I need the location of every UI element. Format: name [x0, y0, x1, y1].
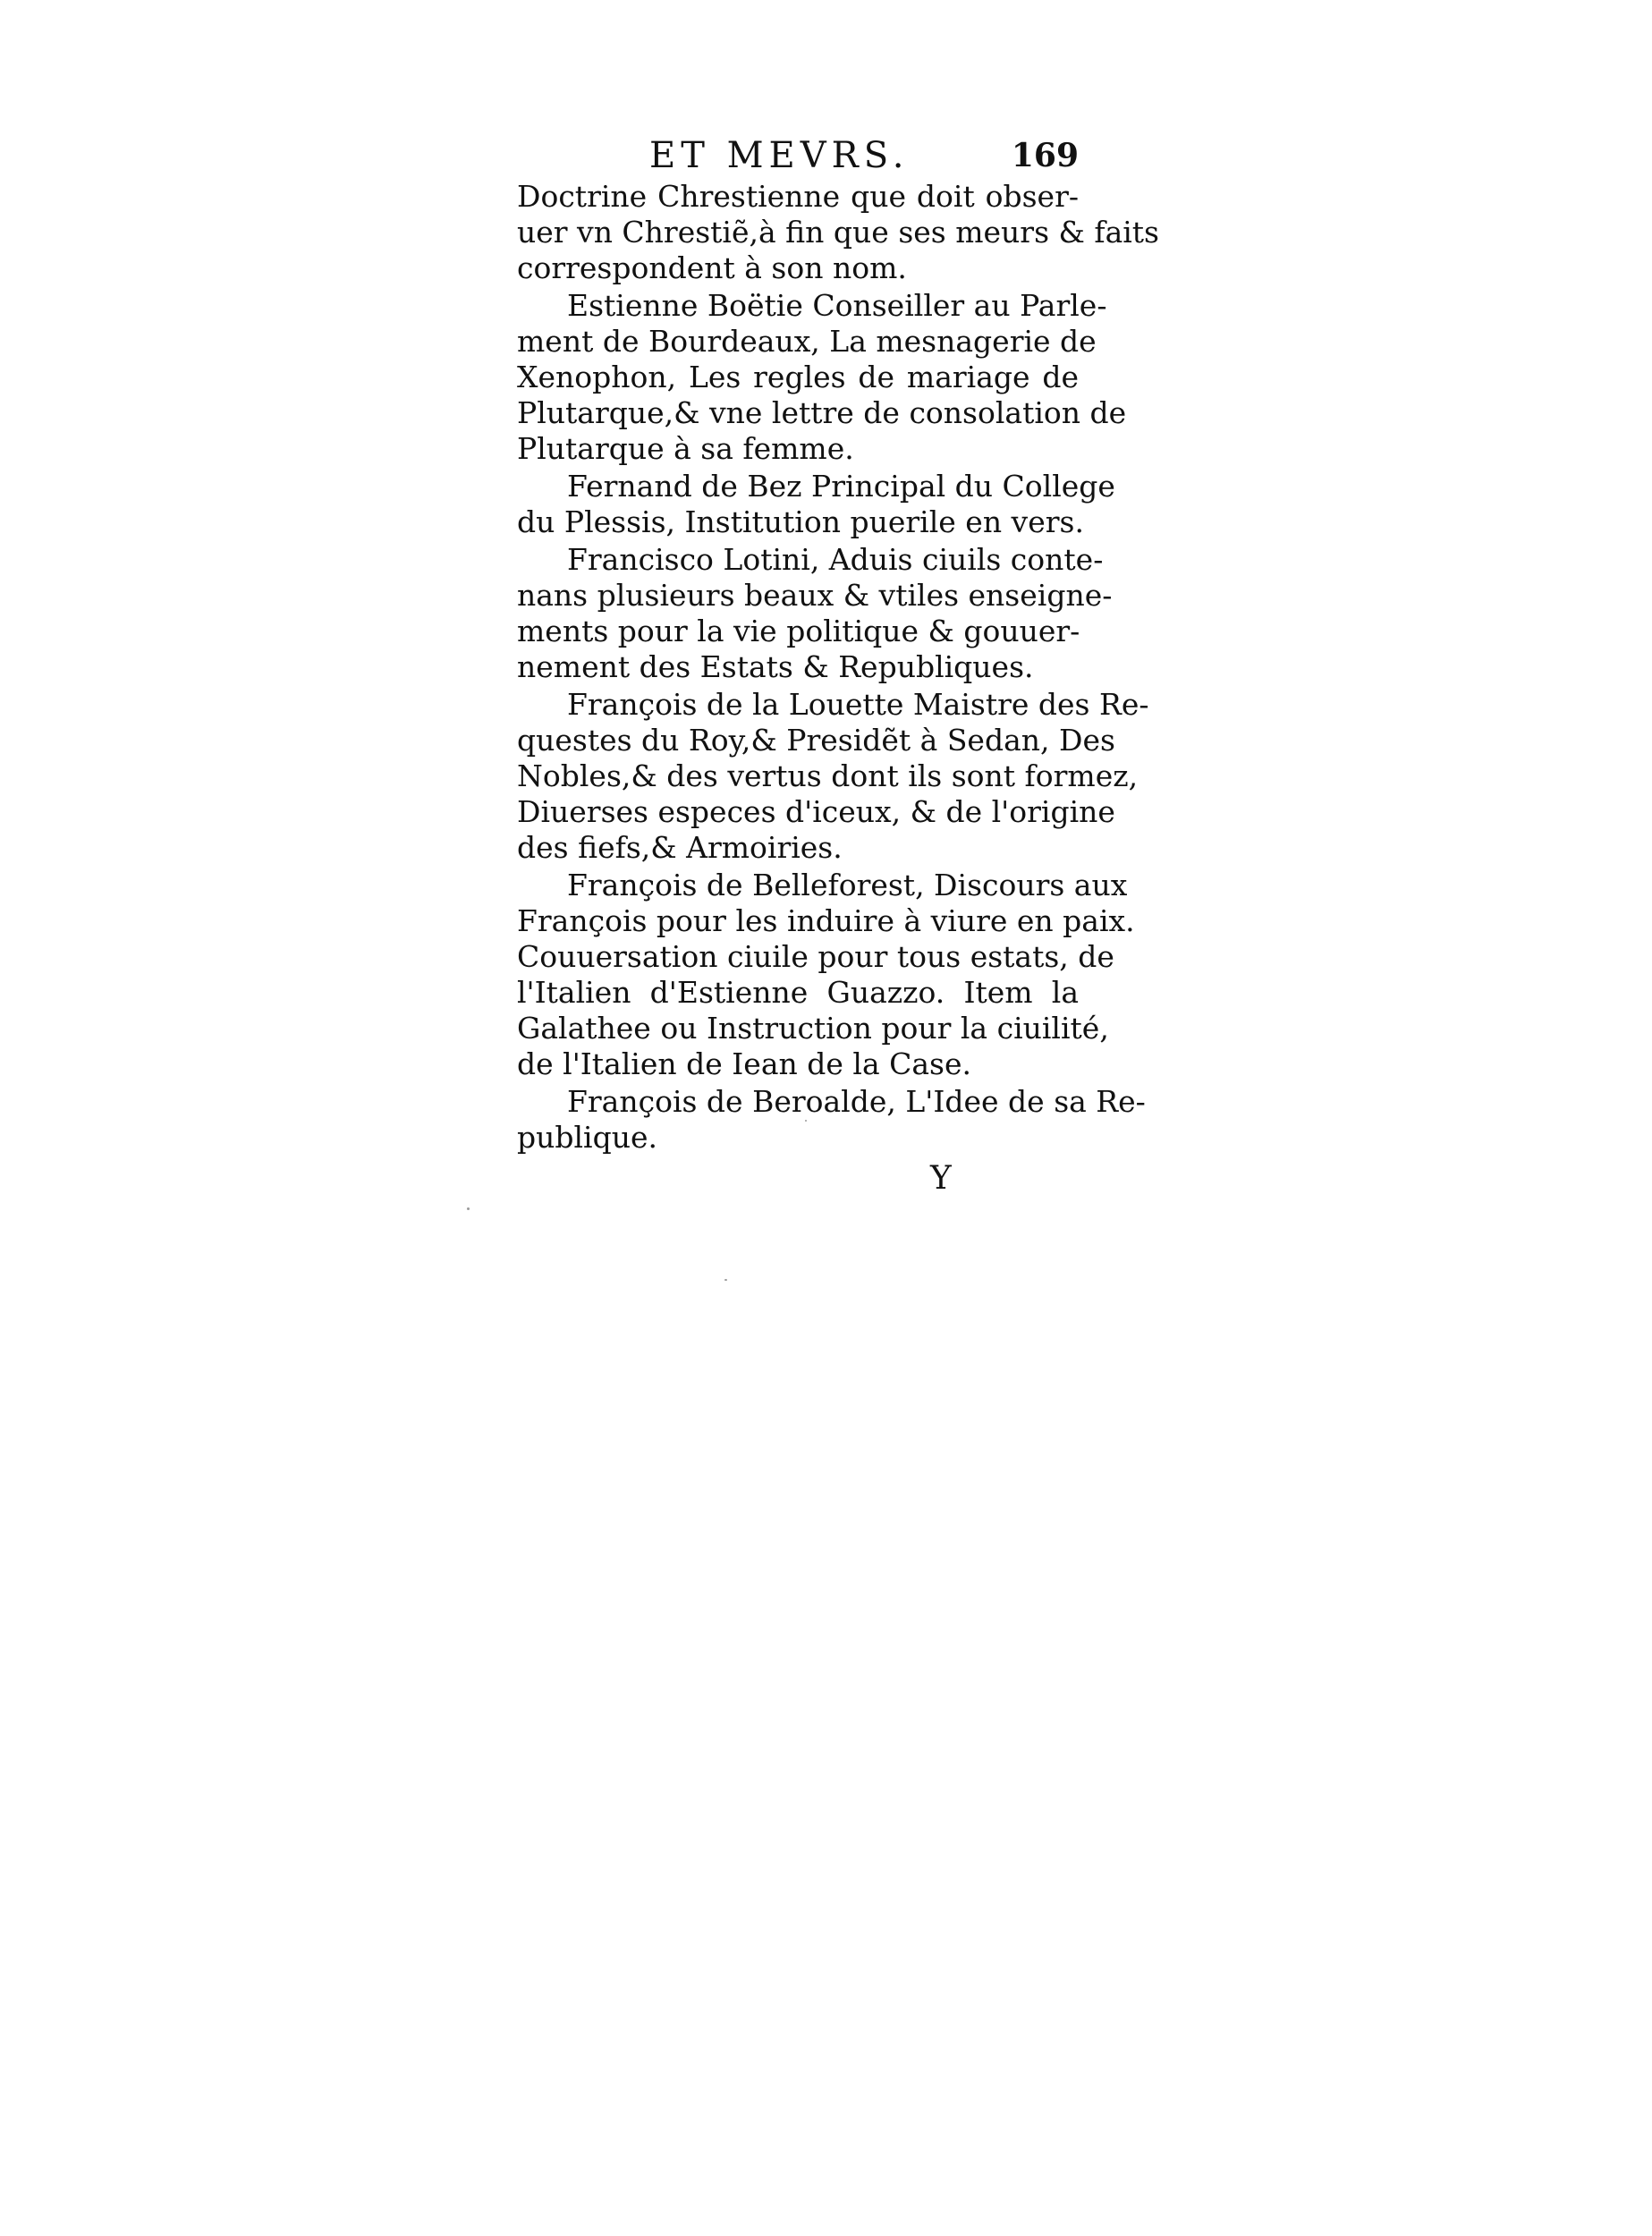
bibliography-entry [517, 868, 1135, 1082]
text-line: François pour les induire à viure en paix. [517, 903, 1135, 938]
print-speck [467, 1207, 470, 1210]
text-line: Estienne Boëtie Conseiller au Parle- [567, 288, 1107, 323]
text-line: nans plusieurs beaux & vtiles enseigne- [517, 578, 1113, 613]
text-line: ments pour la vie politique & gouuer- [517, 614, 1080, 648]
text-line: Plutarque,& vne lettre de consolation de [517, 395, 1127, 430]
bibliography-entry [517, 1084, 1146, 1156]
text-line: du Plessis, Institution puerile en vers. [517, 504, 1084, 539]
page-number: 169 [1011, 137, 1079, 174]
text-line: publique. [517, 1120, 658, 1155]
text-line: Plutarque à sa femme. [517, 431, 854, 466]
signature-mark: Y [930, 1160, 952, 1197]
text-line: Nobles,& des vertus dont ils sont formez, [517, 758, 1139, 793]
bibliography-entry [517, 179, 1159, 286]
text-line: ment de Bourdeaux, La mesnagerie de [517, 324, 1097, 359]
text-line: Francisco Lotini, Aduis ciuils conte- [567, 542, 1104, 577]
text-line: François de la Louette Maistre des Re- [567, 687, 1149, 722]
bibliography-entry [517, 288, 1127, 467]
text-line: l'Italien d'Estienne Guazzo. Item la [517, 975, 1079, 1010]
text-line: des fiefs,& Armoiries. [517, 830, 843, 865]
text-line: correspondent à son nom. [517, 250, 907, 285]
text-line: Doctrine Chrestienne que doit obser- [517, 179, 1079, 214]
text-line: de l'Italien de Iean de la Case. [517, 1046, 971, 1081]
text-line: Fernand de Bez Principal du College [567, 469, 1115, 504]
text-line: questes du Roy,& Presidẽt à Sedan, Des [517, 723, 1115, 758]
text-line: uer vn Chrestiẽ,à fin que ses meurs & faits [517, 215, 1159, 250]
print-speck [724, 1279, 727, 1281]
text-line: Xenophon, Les regles de mariage de [517, 360, 1079, 394]
text-line: Galathee ou Instruction pour la ciuilité, [517, 1011, 1109, 1046]
text-block [517, 132, 1159, 1156]
bibliography-entry [517, 542, 1113, 685]
text-line: nement des Estats & Republiques. [517, 649, 1034, 684]
bibliography-entry [517, 469, 1115, 540]
page-header [517, 132, 1079, 179]
text-line: Diuerses especes d'iceux, & de l'origine [517, 794, 1115, 829]
text-line: Couuersation ciuile pour tous estats, de [517, 939, 1114, 974]
print-speck [805, 1120, 807, 1122]
text-line: François de Beroalde, L'Idee de sa Re- [567, 1084, 1146, 1119]
bibliography-entry [517, 687, 1149, 866]
running-head: ET MEVRS. [649, 135, 910, 176]
text-line: François de Belleforest, Discours aux [567, 868, 1128, 902]
